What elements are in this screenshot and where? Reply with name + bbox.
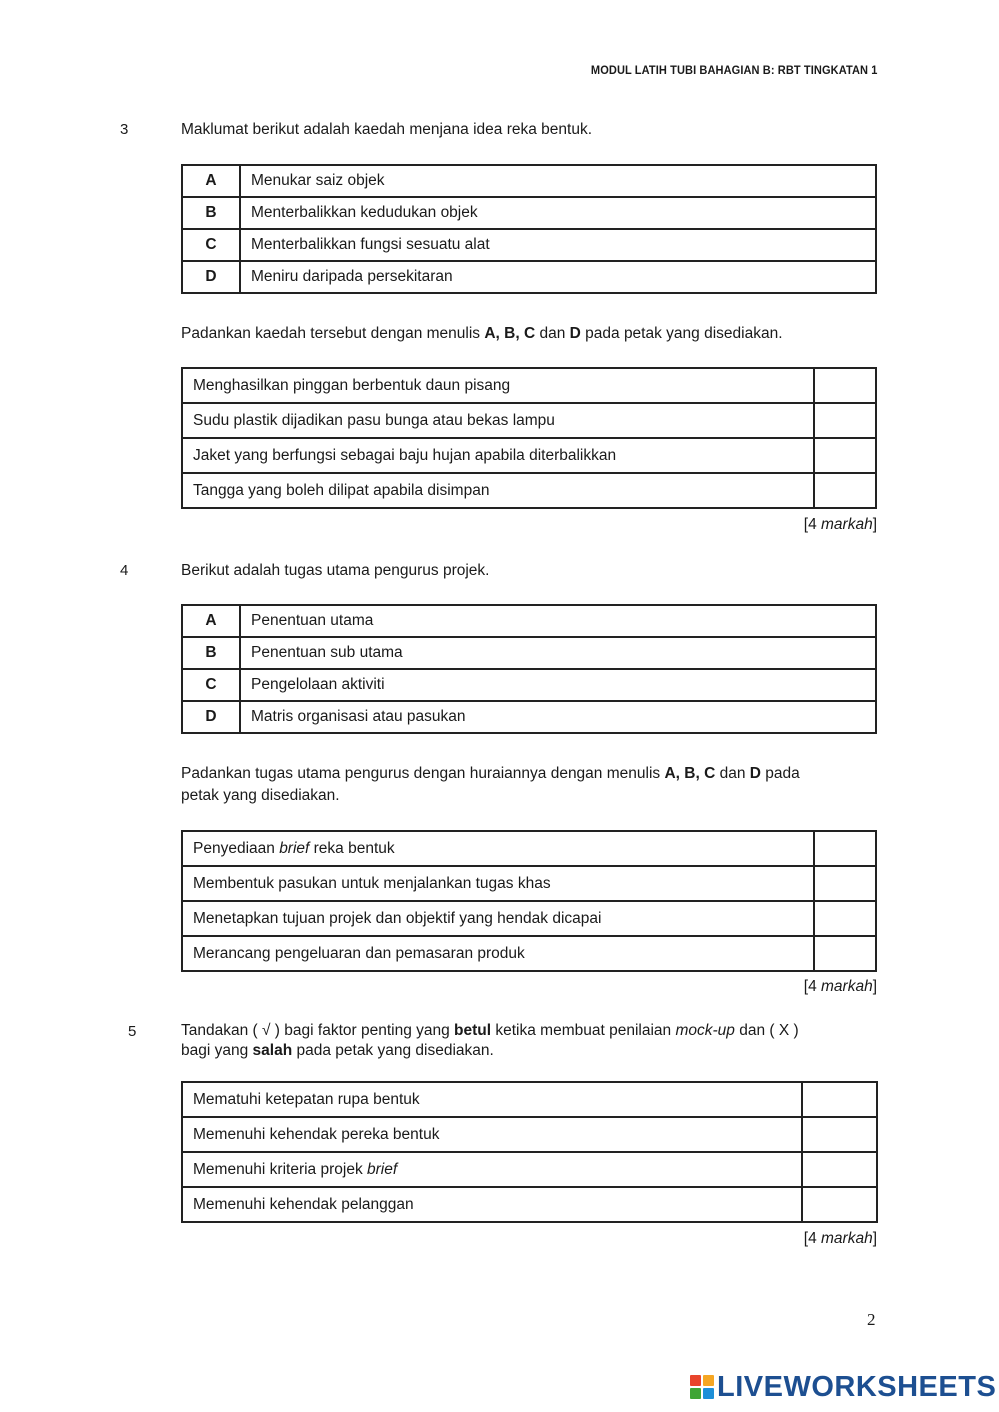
option-row	[182, 229, 876, 261]
answer-statement: Membentuk pasukan untuk menjalankan tugas khas	[182, 866, 814, 901]
question-3-marks: [4 markah]	[803, 516, 877, 533]
question-4-marks: [4 markah]	[803, 978, 877, 995]
question-5-number: 5	[128, 1023, 137, 1040]
question-4-number: 4	[120, 562, 129, 579]
answer-statement: Memenuhi kehendak pereka bentuk	[182, 1117, 802, 1152]
option-text: Menukar saiz objek	[240, 165, 876, 197]
option-row	[182, 197, 876, 229]
answer-statement: Sudu plastik dijadikan pasu bunga atau bekas lampu	[182, 403, 814, 438]
answer-row	[182, 1187, 877, 1222]
answer-row	[182, 438, 876, 473]
question-3-options-table	[181, 164, 877, 294]
question-5-instruction: Tandakan ( √ ) bagi faktor penting yang betul ketika membuat penilaian mock-up dan ( X ) bagi yang salah pada petak yang disediakan.	[181, 1022, 799, 1059]
question-3-answer-table	[181, 367, 877, 509]
answer-statement: Menghasilkan pinggan berbentuk daun pisang	[182, 368, 814, 403]
answer-box[interactable]	[814, 403, 876, 438]
option-letter: B	[182, 197, 240, 229]
option-letter: A	[182, 605, 240, 637]
question-3-instruction: Padankan kaedah tersebut dengan menulis A, B, C dan D pada petak yang disediakan.	[181, 325, 783, 342]
option-text: Menterbalikkan fungsi sesuatu alat	[240, 229, 876, 261]
option-text: Menterbalikkan kedudukan objek	[240, 197, 876, 229]
answer-row	[182, 403, 876, 438]
question-5-marks: [4 markah]	[803, 1230, 877, 1247]
answer-statement: Memenuhi kehendak pelanggan	[182, 1187, 802, 1222]
answer-box[interactable]	[814, 438, 876, 473]
option-letter: C	[182, 669, 240, 701]
answer-row	[182, 1117, 877, 1152]
option-letter: D	[182, 701, 240, 733]
option-letter: B	[182, 637, 240, 669]
option-letter: C	[182, 229, 240, 261]
answer-box[interactable]	[814, 473, 876, 508]
answer-row	[182, 368, 876, 403]
liveworksheets-logo-icon	[690, 1375, 714, 1399]
answer-row	[182, 901, 876, 936]
option-row	[182, 261, 876, 293]
option-row	[182, 669, 876, 701]
answer-box[interactable]	[802, 1152, 877, 1187]
question-3-number: 3	[120, 121, 129, 138]
answer-row	[182, 936, 876, 971]
option-row	[182, 605, 876, 637]
answer-box[interactable]	[814, 831, 876, 866]
answer-row	[182, 831, 876, 866]
option-letter: A	[182, 165, 240, 197]
answer-row	[182, 1082, 877, 1117]
answer-box[interactable]	[802, 1187, 877, 1222]
option-row	[182, 637, 876, 669]
option-text: Matris organisasi atau pasukan	[240, 701, 876, 733]
option-text: Penentuan sub utama	[240, 637, 876, 669]
page-header: MODUL LATIH TUBI BAHAGIAN B: RBT TINGKATAN 1	[590, 63, 877, 77]
question-3-intro: Maklumat berikut adalah kaedah menjana idea reka bentuk.	[181, 121, 593, 138]
question-4-intro: Berikut adalah tugas utama pengurus projek.	[181, 562, 490, 579]
answer-statement: Menetapkan tujuan projek dan objektif yang hendak dicapai	[182, 901, 814, 936]
question-4-instruction: Padankan tugas utama pengurus dengan huraiannya dengan menulis A, B, C dan D pada petak yang disediakan.	[181, 765, 800, 804]
answer-box[interactable]	[802, 1117, 877, 1152]
logo-text: LIVEWORKSHEETS	[717, 1370, 997, 1403]
question-4-options-table	[181, 604, 877, 734]
answer-statement: Tangga yang boleh dilipat apabila disimpan	[182, 473, 814, 508]
option-text: Pengelolaan aktiviti	[240, 669, 876, 701]
liveworksheets-logo[interactable]	[690, 1370, 997, 1403]
answer-statement: Jaket yang berfungsi sebagai baju hujan apabila diterbalikkan	[182, 438, 814, 473]
answer-box[interactable]	[802, 1082, 877, 1117]
answer-box[interactable]	[814, 936, 876, 971]
answer-row	[182, 866, 876, 901]
answer-statement: Mematuhi ketepatan rupa bentuk	[182, 1082, 802, 1117]
answer-statement: Penyediaan brief reka bentuk	[182, 831, 814, 866]
answer-row	[182, 1152, 877, 1187]
answer-statement: Memenuhi kriteria projek brief	[182, 1152, 802, 1187]
question-5-answer-table	[181, 1081, 878, 1223]
answer-statement: Merancang pengeluaran dan pemasaran produk	[182, 936, 814, 971]
question-4-answer-table	[181, 830, 877, 972]
option-text: Penentuan utama	[240, 605, 876, 637]
answer-box[interactable]	[814, 901, 876, 936]
answer-box[interactable]	[814, 866, 876, 901]
option-row	[182, 701, 876, 733]
option-text: Meniru daripada persekitaran	[240, 261, 876, 293]
option-letter: D	[182, 261, 240, 293]
answer-box[interactable]	[814, 368, 876, 403]
option-row	[182, 165, 876, 197]
page-number: 2	[867, 1310, 876, 1329]
answer-row	[182, 473, 876, 508]
